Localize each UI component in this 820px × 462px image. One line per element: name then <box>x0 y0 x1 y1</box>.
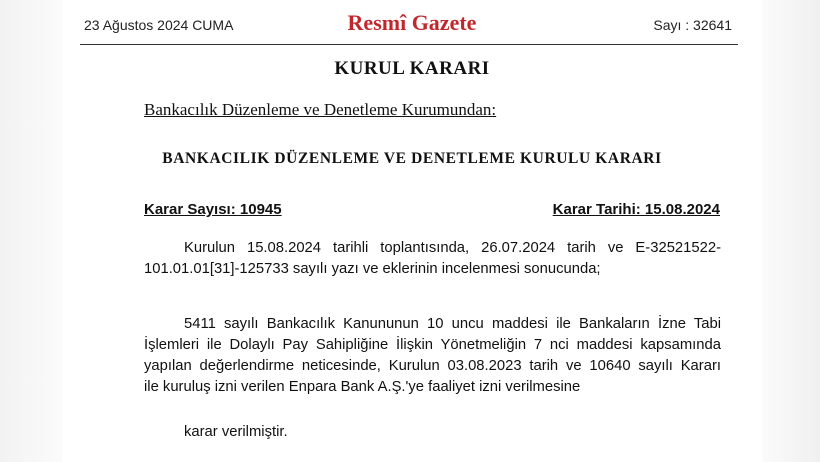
right-margin-shadow <box>762 0 820 462</box>
decision-number: Karar Sayısı: 10945 <box>144 201 282 218</box>
paragraph-line: 101.01.01[31]-125733 sayılı yazı ve eklerinin incelenmesi sonucunda; <box>144 261 601 277</box>
left-margin-shadow <box>0 0 62 462</box>
paragraph-line: ile kuruluş izni verilen Enpara Bank A.Ş.'ye faaliyet izni verilmesine <box>144 379 581 395</box>
header-divider <box>80 44 738 45</box>
paragraph-line: 5411 sayılı Bankacılık Kanununun 10 uncu maddesi ile Bankaların İzne Tabi <box>184 316 721 332</box>
paragraph-line: İşlemleri ile Dolaylı Pay Sahipliğine İlişkin Yönetmeliğin 7 nci maddesi kapsamında <box>144 337 721 353</box>
issue-number: Sayı : 32641 <box>653 17 732 33</box>
issuing-agency: Bankacılık Düzenleme ve Denetleme Kurumundan: <box>144 100 497 119</box>
paragraph-meeting <box>144 238 721 280</box>
section-title: KURUL KARARI <box>334 58 490 79</box>
publication-date: 23 Ağustos 2024 CUMA <box>84 17 234 33</box>
paragraph-closing <box>144 422 721 443</box>
gazette-page <box>62 0 762 462</box>
paragraph-line: Kurulun 15.08.2024 tarihli toplantısında, 26.07.2024 tarih ve E-32521522- <box>184 240 721 256</box>
paragraph-decision <box>144 314 721 398</box>
decision-title: BANKACILIK DÜZENLEME VE DENETLEME KURULU KARARI <box>162 150 662 167</box>
closing-line: karar verilmiştir. <box>184 424 288 440</box>
gazette-title: Resmî Gazete <box>347 10 477 35</box>
decision-date: Karar Tarihi: 15.08.2024 <box>552 201 720 218</box>
paragraph-line: yapılan değerlendirme neticesinde, Kurulun 03.08.2023 tarih ve 10640 sayılı Kararı <box>144 358 721 374</box>
